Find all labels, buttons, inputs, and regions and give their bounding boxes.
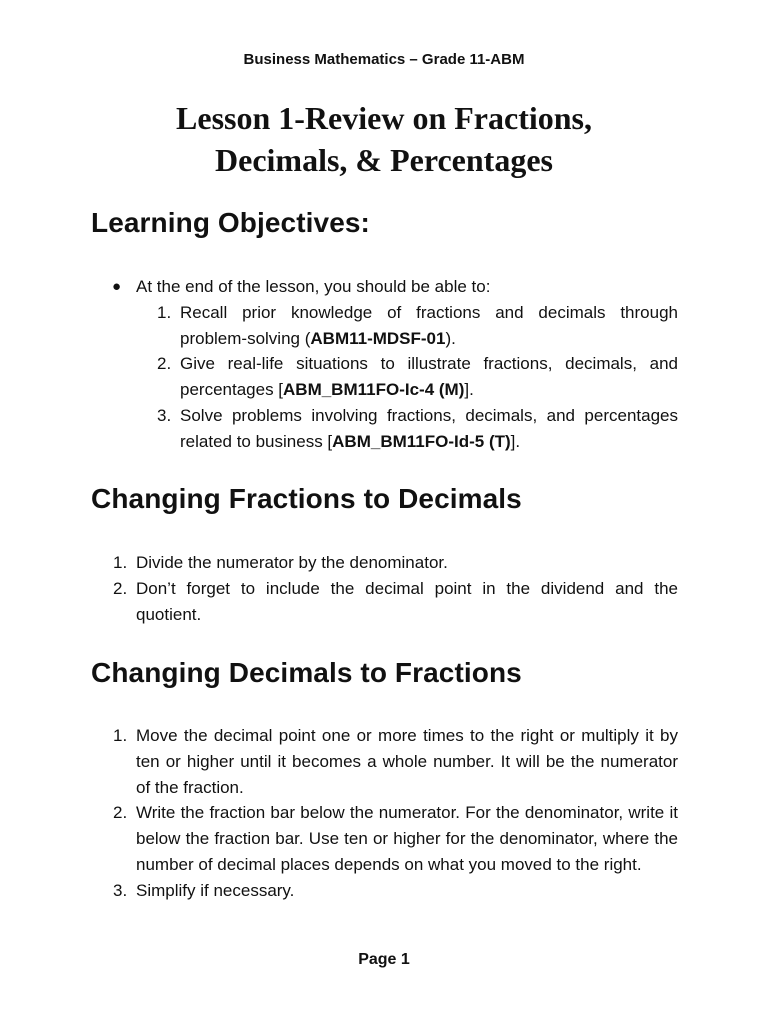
step-item xyxy=(113,550,678,576)
objective-text: Give real-life situations to illustrate fractions, decimals, and percentages [ xyxy=(180,354,678,400)
objective-code: ABM11-MDSF-01 xyxy=(310,328,446,348)
step-item xyxy=(113,800,678,877)
step-item xyxy=(113,878,678,904)
decimals-to-fractions-steps xyxy=(113,723,678,904)
step-number: 1. xyxy=(113,553,128,572)
page-number: Page 1 xyxy=(358,951,410,968)
step-number: 2. xyxy=(113,803,128,823)
step-text: Don’t forget to include the decimal point in the dividend and the quotient. xyxy=(136,578,678,624)
step-item xyxy=(113,576,678,628)
objectives-list xyxy=(157,300,678,455)
step-number: 1. xyxy=(113,726,128,745)
objective-item xyxy=(157,351,678,403)
objectives-intro xyxy=(112,274,678,300)
running-header: Business Mathematics – Grade 11-ABM xyxy=(243,51,525,68)
objective-item xyxy=(157,403,678,455)
step-text: Simplify if necessary. xyxy=(136,880,295,900)
lesson-title xyxy=(0,97,768,181)
lesson-title-line1: Lesson 1-Review on Fractions, xyxy=(176,100,592,136)
fractions-to-decimals-steps xyxy=(113,550,678,627)
objective-text: Solve problems involving fractions, decimals, and percentages related to business [ xyxy=(180,405,678,451)
step-text: Divide the numerator by the denominator. xyxy=(136,553,448,572)
lesson-title-line2: Decimals, & Percentages xyxy=(215,142,553,178)
objective-code: ABM_BM11FO-Id-5 (T) xyxy=(332,431,511,451)
step-item xyxy=(113,723,678,800)
objective-text: Recall prior knowledge of fractions and decimals through problem-solving ( xyxy=(180,302,678,348)
objectives-intro-text: At the end of the lesson, you should be able to: xyxy=(136,277,491,296)
objective-item xyxy=(157,300,678,352)
step-number: 2. xyxy=(113,578,128,598)
step-text: Move the decimal point one or more times to the right or multiply it by ten or higher until it becomes a whole number. It will be the numerator of the fraction. xyxy=(136,726,678,797)
objective-tail: ]. xyxy=(464,380,474,400)
objective-number: 2. xyxy=(157,354,172,374)
step-text: Write the fraction bar below the numerator. For the denominator, write it below the fraction bar. Use ten or higher for the denominator, where the number of decimal places depends on what you moved to the right. xyxy=(136,803,678,874)
objective-tail: ]. xyxy=(510,431,521,451)
bullet-icon: ● xyxy=(112,278,122,295)
objective-code: ABM_BM11FO-Ic-4 (M) xyxy=(283,380,465,400)
objectives-heading: Learning Objectives: xyxy=(91,207,370,238)
objective-tail: ). xyxy=(445,328,456,348)
fractions-to-decimals-heading: Changing Fractions to Decimals xyxy=(91,483,522,514)
objective-number: 3. xyxy=(157,405,172,425)
objective-number: 1. xyxy=(157,302,172,322)
decimals-to-fractions-heading: Changing Decimals to Fractions xyxy=(91,657,522,688)
objectives-block xyxy=(112,274,678,455)
step-number: 3. xyxy=(113,880,128,900)
